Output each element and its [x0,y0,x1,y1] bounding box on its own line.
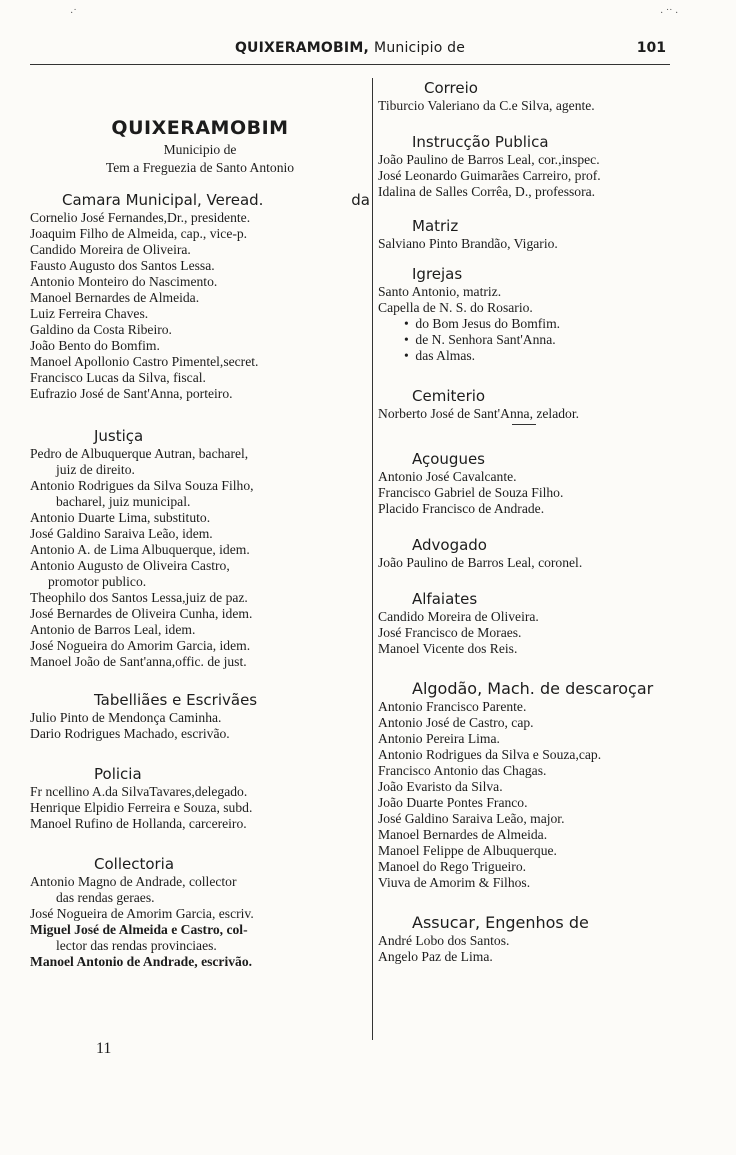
list-item: Antonio Francisco Parente. [378,699,527,714]
alfaiates-list [378,609,698,657]
column-divider [372,78,373,1040]
list-item: Manoel Rufino de Hollanda, carcereiro. [30,816,247,831]
tabelliaes-list [30,710,370,742]
list-item: Francisco Gabriel de Souza Filho. [378,485,564,500]
left-column [30,78,370,970]
list-item: Joaquim Filho de Almeida, cap., vice-p. [30,226,248,241]
section-heading-cemiterio: Cemiterio [412,387,486,405]
section-heading-alfaiates: Alfaiates [412,590,478,608]
section-heading-collectoria: Collectoria [94,855,175,873]
list-item: João Evaristo da Silva. [378,779,503,794]
header-title [30,40,670,56]
list-item: Henrique Elpidio Ferreira e Souza, subd. [30,800,253,815]
list-item: Cornelio José Fernandes,Dr., presidente. [30,210,251,225]
list-item: André Lobo dos Santos. [378,933,510,948]
list-item: Antonio Duarte Lima, substituto. [30,510,211,525]
section-heading-acougues: Açougues [412,450,486,468]
list-item: Manoel Vicente dos Reis. [378,641,518,656]
page-number: 101 [636,40,666,56]
scan-speck: · ˙˙ · [660,8,679,19]
section-heading-assucar: Assucar, Engenhos de [412,913,589,932]
list-item: Luiz Ferreira Chaves. [30,306,149,321]
list-item: Pedro de Albuquerque Autran, bacharel, [30,446,249,461]
section-heading-justica: Justiça [94,427,144,445]
list-item: Antonio A. de Lima Albuquerque, idem. [30,542,250,557]
policia-list [30,784,370,832]
section-heading-igrejas: Igrejas [412,265,463,283]
list-item: José Francisco de Moraes. [378,625,522,640]
list-item: lector das rendas provinciaes. [56,938,217,953]
list-item: Fr ncellino A.da SilvaTavares,delegado. [30,784,248,799]
list-item: Antonio de Barros Leal, idem. [30,622,196,637]
header-title-bold: QUIXERAMOBIM, [234,40,369,56]
igrejas-list [378,284,698,364]
section-heading-policia: Policia [94,765,142,783]
section-heading-algodao: Algodão, Mach. de descaroçar [412,679,654,698]
bullet-mark: • [404,348,409,363]
list-item: Norberto José de Sant'Anna, zelador. [378,406,580,421]
list-item: José Galdino Saraiva Leão, major. [378,811,565,826]
list-item [378,316,698,332]
assucar-list [378,933,698,965]
list-item: Manoel João de Sant'anna,offic. de just. [30,654,247,669]
list-item: Viuva de Amorim & Filhos. [378,875,531,890]
scan-speck: ·˙ [70,8,77,19]
list-item: Tiburcio Valeriano da C.e Silva, agente. [378,98,595,113]
justica-list [30,446,370,670]
list-item: Antonio Augusto de Oliveira Castro, [30,558,230,573]
section-heading-matriz: Matriz [412,217,459,235]
list-item: Antonio Pereira Lima. [378,731,500,746]
camara-list [30,210,370,402]
list-item: José Leonardo Guimarães Carreiro, prof. [378,168,601,183]
list-item: Julio Pinto de Mendonça Caminha. [30,710,222,725]
running-header [30,34,670,65]
section-heading-correio: Correio [424,79,478,97]
list-item: Francisco Antonio das Chagas. [378,763,547,778]
right-column [378,78,698,965]
list-item: bacharel, juiz municipal. [56,494,191,509]
list-item: Eufrazio José de Sant'Anna, porteiro. [30,386,233,401]
list-item: João Paulino de Barros Leal, cor.,inspec. [378,152,600,167]
list-item: João Duarte Pontes Franco. [378,795,528,810]
list-item-text: das Almas. [415,348,476,363]
list-item: juiz de direito. [56,462,135,477]
list-item: Antonio José Cavalcante. [378,469,517,484]
list-item-text: do Bom Jesus do Bomfim. [415,316,561,331]
list-item: João Bento do Bomfim. [30,338,160,353]
town-subtitle: Municipio de [163,142,237,157]
section-heading-advogado: Advogado [412,536,487,554]
list-item: Manoel do Rego Trigueiro. [378,859,527,874]
list-item: Antonio Magno de Andrade, collector [30,874,237,889]
list-item: Galdino da Costa Ribeiro. [30,322,172,337]
list-item: Antonio Monteiro do Nascimento. [30,274,218,289]
bullet-mark: • [404,332,409,347]
list-item [378,348,698,364]
list-item: das rendas geraes. [56,890,155,905]
list-item: Dario Rodrigues Machado, escrivão. [30,726,230,741]
list-item: Antonio Rodrigues da Silva Souza Filho, [30,478,254,493]
list-item-text: de N. Senhora Sant'Anna. [415,332,556,347]
list-item: Manoel Apollonio Castro Pimentel,secret. [30,354,259,369]
header-title-rest: Municipio de [374,40,466,56]
bullet-mark: • [404,316,409,331]
list-item: Manoel Bernardes de Almeida. [30,290,200,305]
list-item: Francisco Lucas da Silva, fiscal. [30,370,206,385]
camara-heading-text: Camara Municipal, Veread. [62,191,264,209]
instruccao-list [378,152,698,200]
list-item: Miguel José de Almeida e Castro, col- [30,922,248,937]
section-heading-instruccao: Instrucção Publica [412,133,549,151]
town-title: QUIXERAMOBIM [111,117,289,139]
acougues-list [378,469,698,517]
section-heading-camara [30,190,370,210]
list-item: José Nogueira de Amorim Garcia, escriv. [30,906,254,921]
list-item: José Galdino Saraiva Leão, idem. [30,526,213,541]
list-item: Antonio José de Castro, cap. [378,715,534,730]
list-item: Placido Francisco de Andrade. [378,501,545,516]
list-item: Candido Moreira de Oliveira. [378,609,539,624]
collectoria-list [30,874,370,970]
list-item [378,332,698,348]
list-item: José Nogueira do Amorim Garcia, idem. [30,638,251,653]
section-heading-tabelliaes: Tabelliães e Escrivães [94,691,258,709]
algodao-list [378,699,698,891]
list-item: Santo Antonio, matriz. [378,284,502,299]
list-item: Antonio Rodrigues da Silva e Souza,cap. [378,747,602,762]
list-item: Theophilo dos Santos Lessa,juiz de paz. [30,590,248,605]
list-item: Salviano Pinto Brandão, Vigario. [378,236,558,251]
list-item: Manoel Antonio de Andrade, escrivão. [30,954,253,969]
list-item: Capella de N. S. do Rosario. [378,300,533,315]
list-item: promotor publico. [48,574,147,589]
list-item: João Paulino de Barros Leal, coronel. [378,555,583,570]
list-item: Manoel Felippe de Albuquerque. [378,843,557,858]
signature-mark: 11 [96,1040,112,1057]
town-subtitle-2: Tem a Freguezia de Santo Antonio [105,160,295,175]
camara-heading-end: da [351,191,370,209]
list-item: José Bernardes de Oliveira Cunha, idem. [30,606,253,621]
list-item: Manoel Bernardes de Almeida. [378,827,548,842]
list-item: Candido Moreira de Oliveira. [30,242,191,257]
list-item: Fausto Augusto dos Santos Lessa. [30,258,215,273]
list-item: Angelo Paz de Lima. [378,949,493,964]
list-item: Idalina de Salles Corrêa, D., professora. [378,184,596,199]
